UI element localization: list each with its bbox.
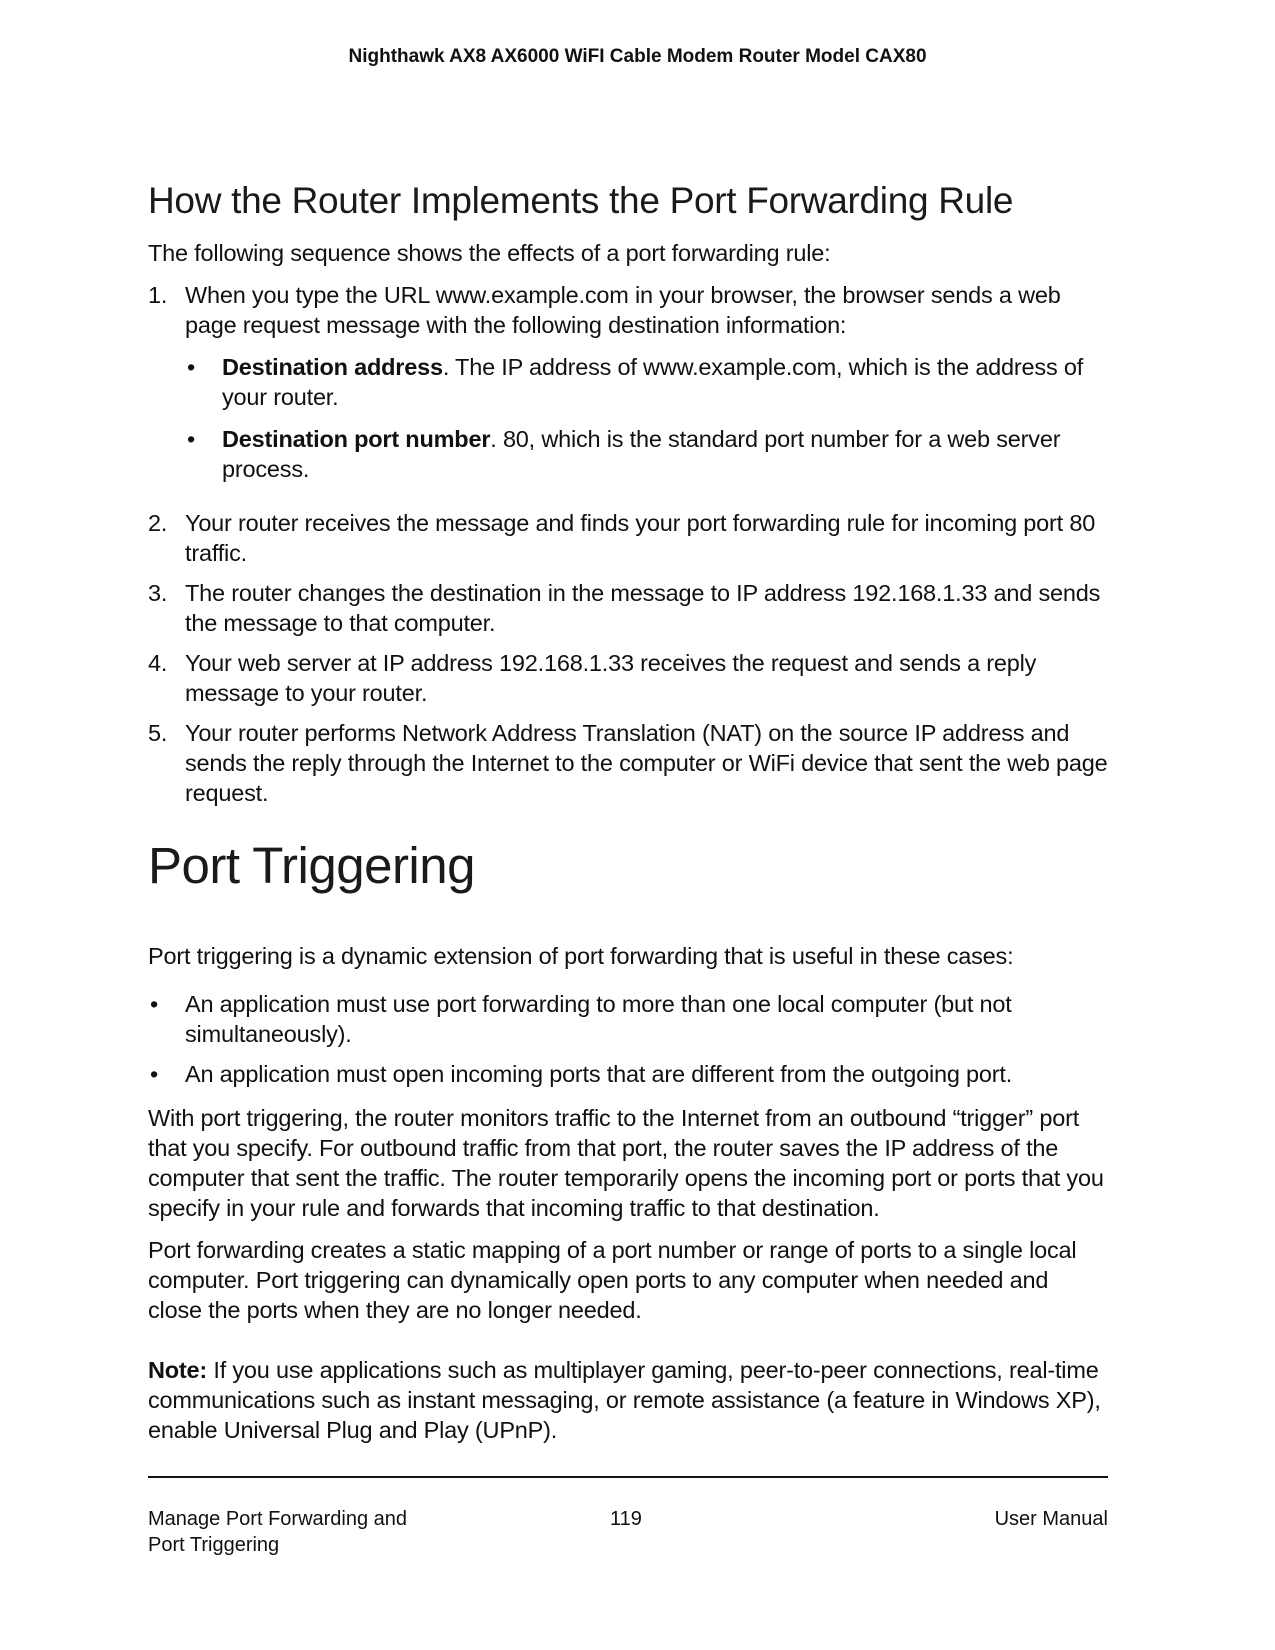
term: Destination port number [222,426,491,452]
step-item [148,648,1108,708]
list-item [148,989,1108,1049]
list-item [148,1059,1108,1089]
paragraph: With port triggering, the router monitors traffic to the Internet from an outbound “trigger” port that you specify. For outbound traffic from that port, the router saves the IP address of the computer that sent the traffic. The router temporarily opens the incoming port or ports that you specify in your rule and forwards that incoming traffic to that destination. [148,1105,1104,1221]
step-text: Your router receives the message and finds your port forwarding rule for incoming port 80 traffic. [185,510,1096,566]
step-number: 5. [148,720,168,746]
page-content [148,180,1108,1445]
note-text: If you use applications such as multiplayer gaming, peer-to-peer connections, real-time communications such as instant messaging, or remote assistance (a feature in Windows XP), enable Universal Plug and Play (UPnP). [148,1357,1101,1443]
page-number: 119 [610,1508,642,1530]
destination-info-list [185,352,1108,484]
running-header: Nighthawk AX8 AX6000 WiFI Cable Modem Router Model CAX80 [348,46,927,67]
note [148,1355,1108,1445]
step-text: Your web server at IP address 192.168.1.33 receives the request and sends a reply message to your router. [185,650,1037,706]
section-intro: The following sequence shows the effects of a port forwarding rule: [148,240,831,266]
step-item [148,718,1108,808]
definition: . 80, which is the standard port number for a web server process. [222,426,1061,482]
step-text: The router changes the destination in the message to IP address 192.168.1.33 and sends the message to that computer. [185,580,1101,636]
note-label: Note: [148,1357,208,1383]
bullet-icon: • [150,991,159,1017]
list-item-text: An application must use port forwarding to more than one local computer (but not simultaneously). [185,991,1012,1047]
step-number: 4. [148,650,168,676]
list-item-text: An application must open incoming ports that are different from the outgoing port. [185,1061,1013,1087]
use-cases-list [148,989,1108,1089]
bullet-icon: • [187,354,196,380]
step-number: 3. [148,580,168,606]
list-item [185,424,1108,484]
step-text: Your router performs Network Address Translation (NAT) on the source IP address and sends the reply through the Internet to the computer or WiFi device that sent the web page request. [185,720,1108,806]
term: Destination address [222,354,443,380]
step-item [148,578,1108,638]
footer-chapter-line: Manage Port Forwarding and [148,1508,408,1530]
step-number: 2. [148,510,168,536]
section-heading-port-forwarding-rule: How the Router Implements the Port Forwarding Rule [148,180,1014,221]
footer-divider [148,1476,1108,1478]
port-triggering-intro: Port triggering is a dynamic extension of port forwarding that is useful in these cases: [148,943,1014,969]
list-item [185,352,1108,412]
step-number: 1. [148,282,168,308]
section-heading-port-triggering: Port Triggering [148,837,475,894]
definition: . The IP address of www.example.com, which is the address of your router. [222,354,1084,410]
paragraph: Port forwarding creates a static mapping of a port number or range of ports to a single local computer. Port triggering can dynamically open ports to any computer when needed and close the ports when they are no longer needed. [148,1237,1077,1323]
step-item [148,508,1108,568]
bullet-icon: • [150,1061,159,1087]
step-text: When you type the URL www.example.com in your browser, the browser sends a web page request message with the following destination information: [185,282,1061,338]
bullet-icon: • [187,426,196,452]
step-item [148,280,1108,484]
sequence-steps [148,280,1108,808]
footer-chapter-line: Port Triggering [148,1534,280,1556]
footer-doc-title: User Manual [994,1508,1108,1530]
footer-chapter [148,1506,468,1558]
